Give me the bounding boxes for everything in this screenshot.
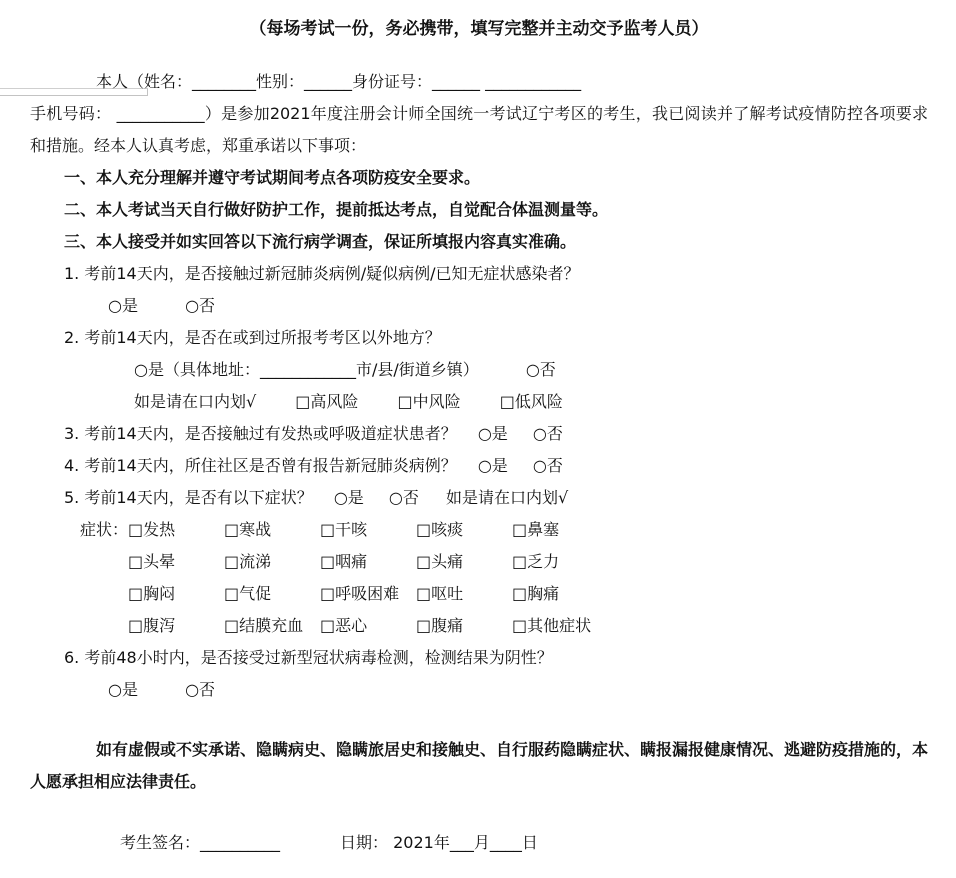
- question-6-text: 6. 考前48小时内，是否接受过新型冠状病毒检测，检测结果为阴性？: [64, 648, 553, 667]
- radio-no-q6[interactable]: ○否: [185, 680, 216, 699]
- symptom-checkbox[interactable]: □寒战: [224, 520, 272, 539]
- checkbox-low-risk[interactable]: □低风险: [499, 392, 563, 411]
- question-4-row: [30, 450, 928, 482]
- radio-yes-q1[interactable]: ○是: [108, 296, 138, 315]
- radio-no-q1[interactable]: ○否: [185, 296, 216, 315]
- date-value[interactable]: 2021年___月____日: [393, 833, 538, 852]
- identity-line: 本人（姓名：________性别：______身份证号：______ ____________: [96, 72, 582, 91]
- radio-no-q3[interactable]: ○否: [532, 424, 563, 443]
- checkbox-mid-risk[interactable]: □中风险: [397, 392, 461, 411]
- risk-prompt: 如是请在口内划√: [134, 392, 257, 411]
- symptom-checkbox[interactable]: □头晕: [128, 552, 176, 571]
- legal-paragraph: 如有虚假或不实承诺、隐瞒病史、隐瞒旅居史和接触史、自行服药隐瞒症状、瞒报漏报健康情况、逃避防疫措施的，本人愿承担相应法律责任。: [30, 740, 929, 791]
- question-5-text: 5. 考前14天内，是否有以下症状？: [64, 488, 313, 507]
- radio-yes-q4[interactable]: ○是: [477, 456, 508, 475]
- question-5-row: [30, 482, 928, 514]
- commitment-item-2: 二、本人考试当天自行做好防护工作，提前抵达考点，自觉配合体温测量等。: [64, 200, 609, 219]
- symptom-checkbox[interactable]: □结膜充血: [224, 616, 304, 635]
- question-2-options: [30, 354, 928, 386]
- question-4-text: 4. 考前14天内，所住社区是否曾有报告新冠肺炎病例？: [64, 456, 457, 475]
- symptom-checkbox[interactable]: □气促: [224, 584, 272, 603]
- symptom-checkbox[interactable]: □咽痛: [320, 552, 368, 571]
- radio-yes-q5[interactable]: ○是: [333, 488, 364, 507]
- signature-row: [30, 827, 928, 859]
- question-3-row: [30, 418, 928, 450]
- symptom-checkbox[interactable]: □发热: [128, 520, 176, 539]
- page-title: （每场考试一份，务必携带，填写完整并主动交予监考人员）: [249, 19, 709, 39]
- symptom-checkbox[interactable]: □恶心: [320, 616, 368, 635]
- radio-yes-q3[interactable]: ○是: [477, 424, 508, 443]
- symptom-row: [30, 610, 928, 642]
- symptom-checkbox[interactable]: □呕吐: [416, 584, 464, 603]
- symptom-checkbox[interactable]: □干咳: [320, 520, 368, 539]
- symptom-checkbox[interactable]: □腹痛: [416, 616, 464, 635]
- symptom-row: [30, 514, 928, 546]
- symptom-checkbox[interactable]: □头痛: [416, 552, 464, 571]
- question-2-risk-row: [30, 386, 928, 418]
- radio-no-q2[interactable]: ○否: [525, 360, 556, 379]
- symptom-row: [30, 546, 928, 578]
- question-1-text: 1. 考前14天内，是否接触过新冠肺炎病例/疑似病例/已知无症状感染者？: [64, 264, 580, 283]
- symptom-checkbox[interactable]: □流涕: [224, 552, 272, 571]
- radio-no-q5[interactable]: ○否: [388, 488, 419, 507]
- intro-paragraph: 手机号码： ___________）是参加2021年度注册会计师全国统一考试辽宁考区的考生，我已阅读并了解考试疫情防控各项要求和措施。经本人认真考虑，郑重承诺以下事项：: [30, 104, 928, 155]
- commitment-item-1: 一、本人充分理解并遵守考试期间考点各项防疫安全要求。: [64, 168, 481, 187]
- symptom-checkbox[interactable]: □鼻塞: [512, 520, 560, 539]
- symptom-checkbox[interactable]: □其他症状: [512, 616, 592, 635]
- question-2-text: 2. 考前14天内，是否在或到过所报考考区以外地方？: [64, 328, 441, 347]
- symptom-checkbox[interactable]: □乏力: [512, 552, 560, 571]
- question-1-options: [30, 290, 928, 322]
- radio-yes-q6[interactable]: ○是: [108, 680, 138, 699]
- symptoms-label: 症状：: [80, 520, 129, 539]
- symptoms-grid: [30, 514, 928, 642]
- radio-no-q4[interactable]: ○否: [532, 456, 563, 475]
- question-6-options: [30, 674, 928, 706]
- signature-blank[interactable]: __________: [200, 833, 281, 852]
- date-label: 日期：: [340, 833, 389, 852]
- symptom-checkbox[interactable]: □胸闷: [128, 584, 176, 603]
- question-3-text: 3. 考前14天内，是否接触过有发热或呼吸道症状患者？: [64, 424, 457, 443]
- symptom-checkbox[interactable]: □咳痰: [416, 520, 464, 539]
- commitment-item-3: 三、本人接受并如实回答以下流行病学调查，保证所填报内容真实准确。: [64, 232, 577, 251]
- symptom-row: [30, 578, 928, 610]
- signature-label: 考生签名：: [120, 833, 201, 852]
- question-5-suffix: 如是请在口内划√: [445, 488, 569, 507]
- checkbox-high-risk[interactable]: □高风险: [295, 392, 359, 411]
- radio-yes-q2[interactable]: ○是（具体地址：____________市/县/街道乡镇）: [134, 360, 479, 379]
- symptom-checkbox[interactable]: □呼吸困难: [320, 584, 400, 603]
- symptom-checkbox[interactable]: □腹泻: [128, 616, 176, 635]
- symptom-checkbox[interactable]: □胸痛: [512, 584, 560, 603]
